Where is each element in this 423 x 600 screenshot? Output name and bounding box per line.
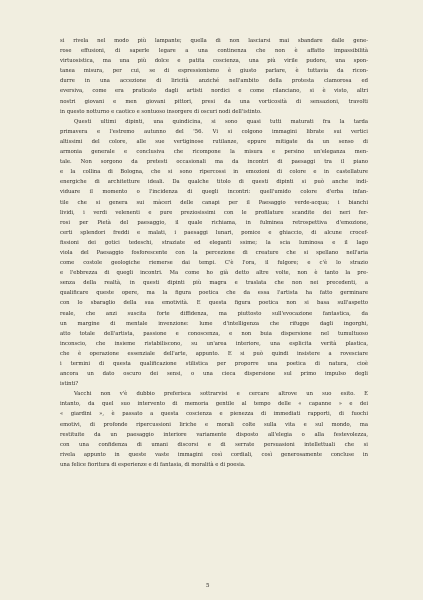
text-line: armonia generale e conclusiva che ricompone la misura e persino un'eleganza men-	[60, 149, 368, 156]
page-number: 5	[206, 583, 210, 589]
text-line: una felice fioritura di esperienze e di fantasia, di moralità e di poesia.	[60, 461, 246, 468]
text-line: rivela appunto in queste vaste immagini così cordiali, così generosamente concluse in	[60, 451, 368, 458]
text-line: rosi per Pietà del paesaggio, il quale richiama, in fulminea retrospettiva d'emozione,	[60, 219, 368, 226]
text-line: restituite da un paesaggio interiore variamente disposto all'elegia o alla festevolezza,	[60, 431, 368, 438]
text-line: come costole geologiche riemerse dai tempi. C'è l'ora, il fulgore; e c'è lo strazio	[60, 260, 368, 267]
text-line: viola del Paesaggio fosforescente con la percezione di creature che si spellano nell'aria	[60, 249, 368, 256]
text-line: inconscio, che insieme ristabiliscono, su un'area interiore, una esplicita verità plastica,	[60, 340, 368, 347]
text-line: i termini di questa qualificazione stilistica per proporre una poetica di natura, cioè	[60, 361, 368, 367]
text-line: virtuosistica, ma una più dolce e patita coscienza, una più virile pudore, una spon-	[60, 58, 368, 65]
text-line: tanea misura, per cui, se di espressionismo è giusto parlare, è tuttavia da ricon-	[60, 68, 368, 75]
text-line: si rivela nel modo più lampante; quella di non lasciarsi mai sbandare dalle gene-	[60, 38, 368, 44]
text-line: e la collina di Bologna, che si sono ripercossi in emozioni di colore e in castellature	[60, 169, 368, 176]
text-line: lividi, i verdi velenenti e pure preziosissimi con le profilature scandite dei neri fer-	[60, 209, 368, 216]
text-line: in questo notturno e caotico e sontuoso insorgere di oscuri nodi dell'istinto.	[60, 108, 262, 115]
text-line: e l'ebbrezza di quegli incontri. Ma come ho già detto altre volte, non è tanto la pre-	[60, 270, 368, 277]
text-line: durre in una accezione di liricità anziché nell'ambito della protesta clamorosa ed	[60, 78, 368, 85]
text-line: ancora un dato oscuro dei sensi, o una cieca dispersione sul primo impulso degli	[60, 371, 368, 378]
text-line: con una confidenza di umani discorsi e di serrate persuasioni intellettuali che si	[60, 441, 368, 448]
paragraph	[60, 389, 368, 470]
text-line: Questi ultimi dipinti, una quindicina, si sono quasi tutti maturati fra la tarda	[74, 118, 368, 125]
paragraph	[60, 36, 368, 117]
text-line: tale. Non sorgono da pretesti occasionali ma da incontri di paesaggi tra il piano	[60, 159, 368, 166]
text-line: con lo sbaraglio della sua emotività. E questa figura poetica non si basa sull'aspetto	[60, 300, 368, 307]
body-text	[60, 36, 368, 470]
text-line: atto totale dell'artista, passione e conoscenza, e non buia dispersione nel tumultuoso	[60, 330, 368, 337]
text-line: che è operazione essenziale dell'arte, appunto. E si può quindi insistere a rovesciare	[60, 350, 368, 357]
text-line: rose effusioni, di saperle legare a una continenza che non è affatto impassibilità	[60, 48, 368, 55]
text-line: fissioni dei gotici tedeschi, straziate ed eleganti ssime; la scia luminosa e il lago	[60, 239, 368, 246]
text-line: istinti?	[60, 381, 79, 388]
text-line: Vacchi non v'è dubbio preferisca sottrarvisi e cercare altrove un suo esito. E	[74, 391, 368, 398]
text-line: tile che si genera sui màceri delle canapi per il Paesaggio verde-acqua; i bianchi	[60, 199, 368, 206]
paragraph	[60, 117, 368, 390]
text-line: nostri giovani e men giovani pittori, presi da una vorticosità di sensazioni, travolti	[60, 98, 368, 105]
text-line: eversiva, come era praticato dagli artisti nordici e come rilanciano, si è visto, altri	[60, 88, 368, 95]
text-line: qualificare queste opere, ma la figura poetica che da essa l'artista ha fatto germinare	[60, 290, 368, 297]
text-line: « giardini », è passato a questa coscienza e pienezza di immediati rapporti, di fuochi	[60, 411, 368, 418]
text-line: senza della realtà, in questi dipinti più magra e traslata che non nei precedenti, a	[60, 280, 368, 287]
text-line: altissimi del colore, alle sue vertiginose rutilanze, eppure mitigate da un senso di	[60, 138, 368, 145]
text-line: emotivi, di profonde ripercussioni liriche e morali colte sulla vita e sul mondo, ma	[60, 421, 368, 428]
text-line: energiche di architetture ideali. Da qualche titolo di questi dipinti si può anche indi-	[60, 179, 368, 186]
text-line: primavera e l'estremo autunno del '56. Vi si colgono immagini librate sui vertici	[60, 128, 368, 135]
text-line: intanto, da quel suo intervento di memoria gentile al tempo delle « capanne » e dei	[60, 401, 368, 408]
text-line: viduare il momento o l'incidenza di quegli incontri: quell'umido colore d'erba infan-	[60, 189, 368, 196]
text-line: reale, che anzi suscita forte diffidenza, ma piuttosto sull'evocazione fantastica, da	[60, 310, 368, 317]
text-line: un margine di mentale invenzione: lume d'intelligenza che rifugge dagli ingorghi,	[60, 320, 368, 327]
text-line: certi splendori freddi e malati, i paesaggi lunari, pomice e ghiaccio, di alcune crocef-	[60, 229, 368, 236]
